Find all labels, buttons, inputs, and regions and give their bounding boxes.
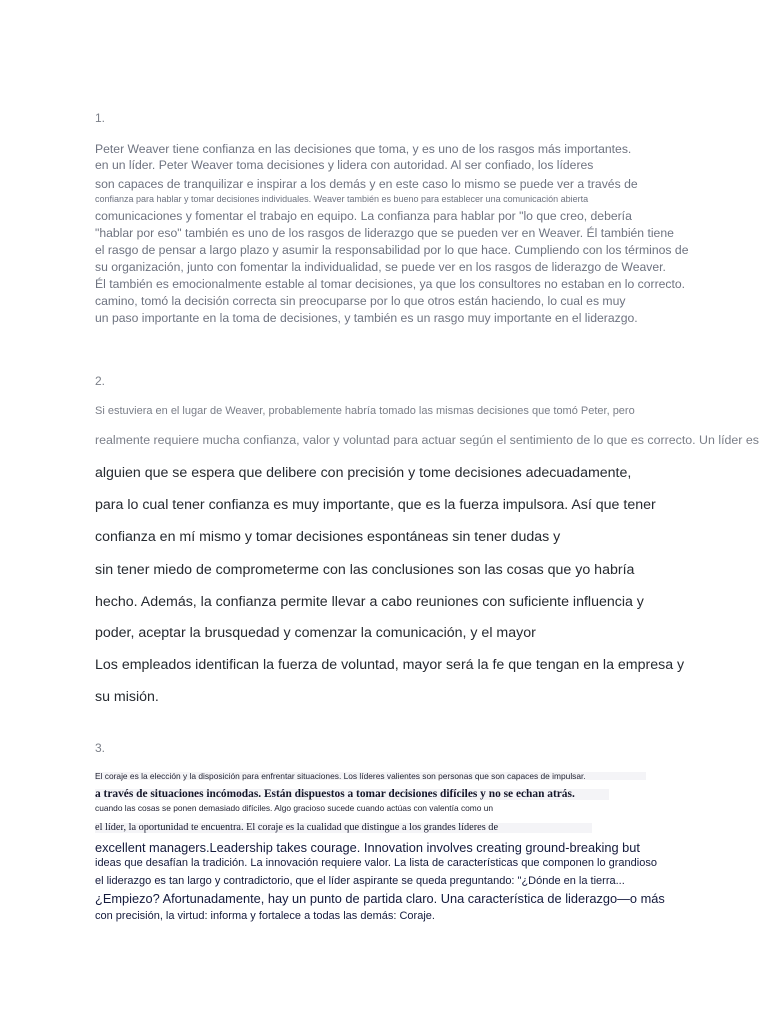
paragraph-line: "hablar por eso" también es uno de los rasgos de liderazgo que se pueden ver en Weaver. Él también tiene bbox=[95, 226, 674, 240]
paragraph-line: para lo cual tener confianza es muy importante, que es la fuerza impulsora. Así que tener bbox=[95, 497, 656, 513]
paragraph-line: ¿Empiezo? Afortunadamente, hay un punto de partida claro. Una característica de liderazgo—o más bbox=[95, 891, 665, 906]
paragraph-line: en un líder. Peter Weaver toma decisiones y lidera con autoridad. Al ser confiado, los líderes bbox=[95, 158, 594, 172]
paragraph-line: Si estuviera en el lugar de Weaver, probablemente habría tomado las mismas decisiones que tomó Peter, pero bbox=[95, 405, 635, 417]
paragraph-line: hecho. Además, la confianza permite llevar a cabo reuniones con suficiente influencia y bbox=[95, 594, 644, 610]
paragraph-line: el rasgo de pensar a largo plazo y asumir la responsabilidad por lo que hace. Cumpliendo con los términos de bbox=[95, 243, 689, 257]
paragraph-line: el líder, la oportunidad te encuentra. El coraje es la cualidad que distingue a los grandes líderes de bbox=[95, 823, 592, 833]
paragraph-line: son capaces de tranquilizar e inspirar a los demás y en este caso lo mismo se puede ver a través de bbox=[95, 177, 638, 191]
paragraph-line: confianza en mí mismo y tomar decisiones espontáneas sin tener dudas y bbox=[95, 529, 561, 545]
paragraph-line: realmente requiere mucha confianza, valor y voluntad para actuar según el sentimiento de lo que es correcto. Un líder es bbox=[95, 434, 759, 447]
paragraph-line: poder, aceptar la brusquedad y comenzar la comunicación, y el mayor bbox=[95, 625, 536, 641]
paragraph-line: un paso importante en la toma de decisiones, y también es un rasgo muy importante en el liderazgo. bbox=[95, 311, 638, 325]
section-number: 1. bbox=[95, 111, 106, 125]
paragraph-line: ideas que desafían la tradición. La innovación requiere valor. La lista de características que componen lo grandioso bbox=[95, 857, 657, 869]
paragraph-line: con precisión, la virtud: informa y fortalece a todas las demás: Coraje. bbox=[95, 910, 435, 922]
paragraph-line: su misión. bbox=[95, 689, 159, 705]
paragraph-line: Peter Weaver tiene confianza en las decisiones que toma, y es uno de los rasgos más importantes. bbox=[95, 142, 632, 156]
paragraph-line: El coraje es la elección y la disposición para enfrentar situaciones. Los líderes valientes son personas que son capaces de impulsar. bbox=[95, 772, 646, 780]
section-number: 2. bbox=[95, 374, 106, 388]
paragraph-line: Los empleados identifican la fuerza de voluntad, mayor será la fe que tengan en la empresa y bbox=[95, 657, 685, 673]
paragraph-line: cuando las cosas se ponen demasiado difíciles. Algo gracioso sucede cuando actúas con valentía como un bbox=[95, 803, 494, 813]
paragraph-line: excellent managers.Leadership takes courage. Innovation involves creating ground-breaking but bbox=[95, 840, 640, 855]
paragraph-line: su organización, junto con fomentar la individualidad, se puede ver en los rasgos de liderazgo de Weaver. bbox=[95, 260, 666, 274]
paragraph-line: confianza para hablar y tomar decisiones individuales. Weaver también es bueno para establecer una comunicación abierta bbox=[95, 194, 589, 204]
paragraph-line: Él también es emocionalmente estable al tomar decisiones, ya que los consultores no estaban en lo correcto. bbox=[95, 277, 686, 291]
paragraph-line: alguien que se espera que delibere con precisión y tome decisiones adecuadamente, bbox=[95, 465, 632, 481]
paragraph-line: el liderazgo es tan largo y contradictorio, que el líder aspirante se queda preguntando: "¿Dónde en la tierra... bbox=[95, 875, 625, 887]
paragraph-line: camino, tomó la decisión correcta sin preocuparse por lo que otros están haciendo, lo cual es muy bbox=[95, 294, 626, 308]
paragraph-line: sin tener miedo de comprometerme con las conclusiones son las cosas que yo habría bbox=[95, 562, 635, 578]
paragraph-line: a través de situaciones incómodas. Están dispuestos a tomar decisiones difíciles y no se echan atrás. bbox=[95, 789, 609, 800]
paragraph-line: comunicaciones y fomentar el trabajo en equipo. La confianza para hablar por "lo que creo, debería bbox=[95, 209, 632, 223]
section-number: 3. bbox=[95, 741, 106, 755]
